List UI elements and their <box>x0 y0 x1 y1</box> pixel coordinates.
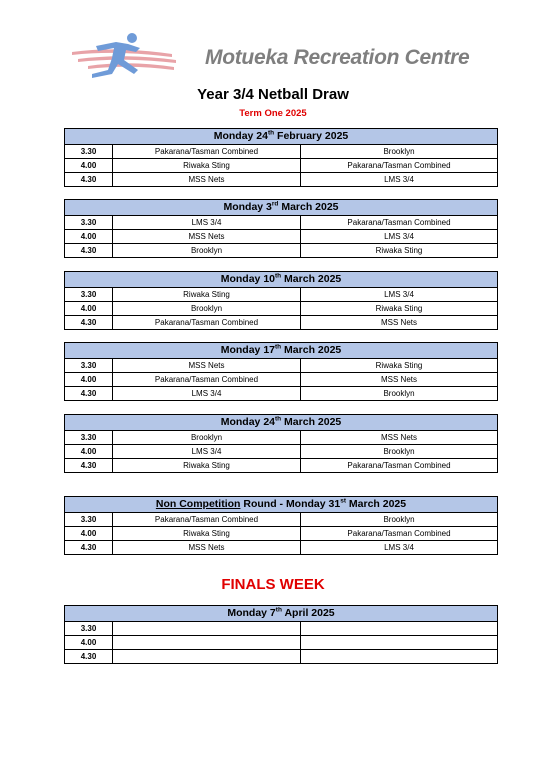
game-row <box>65 513 498 527</box>
game-row <box>65 216 498 230</box>
round-month: February 2025 <box>274 130 349 142</box>
round-day-suffix: th <box>275 343 282 351</box>
home-team: Brooklyn <box>113 244 301 258</box>
game-time: 4.00 <box>65 302 113 316</box>
home-team: Brooklyn <box>113 431 301 445</box>
away-team <box>301 636 498 650</box>
away-team: LMS 3/4 <box>301 541 498 555</box>
game-time: 4.30 <box>65 459 113 473</box>
game-time: 3.30 <box>65 431 113 445</box>
round-month: March 2025 <box>278 201 339 213</box>
round-month: March 2025 <box>281 273 342 285</box>
game-time: 3.30 <box>65 622 113 636</box>
home-team: Pakarana/Tasman Combined <box>113 145 301 159</box>
away-team: Brooklyn <box>301 387 498 401</box>
round-table <box>64 199 498 258</box>
round-table <box>64 271 498 330</box>
away-team: Pakarana/Tasman Combined <box>301 159 498 173</box>
home-team: MSS Nets <box>113 359 301 373</box>
game-row <box>65 459 498 473</box>
round-day-suffix: st <box>340 497 346 505</box>
game-time: 4.30 <box>65 541 113 555</box>
round-header <box>65 200 498 216</box>
term-label: Term One 2025 <box>239 108 307 119</box>
game-time: 4.30 <box>65 316 113 330</box>
home-team <box>113 636 301 650</box>
home-team <box>113 622 301 636</box>
game-time: 3.30 <box>65 216 113 230</box>
home-team: Riwaka Sting <box>113 459 301 473</box>
away-team: LMS 3/4 <box>301 173 498 187</box>
round-month: April 2025 <box>281 607 335 619</box>
game-time: 4.00 <box>65 636 113 650</box>
round-table <box>64 128 498 187</box>
round-header <box>65 415 498 431</box>
finals-table <box>64 605 498 664</box>
game-time: 4.30 <box>65 650 113 664</box>
away-team: Pakarana/Tasman Combined <box>301 216 498 230</box>
game-row <box>65 431 498 445</box>
round-day: Monday 10 <box>220 273 275 285</box>
round-header <box>65 272 498 288</box>
game-time: 4.00 <box>65 230 113 244</box>
game-row <box>65 527 498 541</box>
game-time: 3.30 <box>65 288 113 302</box>
game-row <box>65 636 498 650</box>
game-time: 4.30 <box>65 244 113 258</box>
game-row <box>65 541 498 555</box>
away-team: Riwaka Sting <box>301 302 498 316</box>
away-team <box>301 650 498 664</box>
game-time: 4.00 <box>65 445 113 459</box>
brand-name: Motueka Recreation Centre <box>205 46 470 69</box>
away-team: Brooklyn <box>301 145 498 159</box>
page-title: Year 3/4 Netball Draw <box>197 86 349 103</box>
round-header <box>65 343 498 359</box>
game-row <box>65 622 498 636</box>
away-team: Pakarana/Tasman Combined <box>301 527 498 541</box>
home-team: Riwaka Sting <box>113 527 301 541</box>
game-row <box>65 244 498 258</box>
round-table <box>64 342 498 401</box>
game-time: 4.30 <box>65 387 113 401</box>
round-day-suffix: th <box>275 415 282 423</box>
game-row <box>65 230 498 244</box>
round-month: March 2025 <box>281 416 342 428</box>
away-team: Pakarana/Tasman Combined <box>301 459 498 473</box>
game-row <box>65 359 498 373</box>
game-time: 4.30 <box>65 173 113 187</box>
round-header <box>65 497 498 513</box>
game-time: 4.00 <box>65 527 113 541</box>
home-team <box>113 650 301 664</box>
game-row <box>65 288 498 302</box>
game-time: 3.30 <box>65 513 113 527</box>
away-team: Riwaka Sting <box>301 359 498 373</box>
away-team: MSS Nets <box>301 373 498 387</box>
round-day: Monday 3 <box>223 201 272 213</box>
round-day-suffix: th <box>267 129 275 137</box>
round-month: March 2025 <box>345 498 407 510</box>
round-day: Monday 7 <box>227 607 276 619</box>
away-team: Brooklyn <box>301 445 498 459</box>
round-day: Round - Monday 31 <box>240 498 341 510</box>
game-time: 3.30 <box>65 145 113 159</box>
home-team: LMS 3/4 <box>113 387 301 401</box>
runner-logo-icon <box>68 30 180 82</box>
away-team: MSS Nets <box>301 316 498 330</box>
round-table <box>64 496 498 555</box>
game-row <box>65 145 498 159</box>
away-team: LMS 3/4 <box>301 230 498 244</box>
home-team: Pakarana/Tasman Combined <box>113 316 301 330</box>
home-team: Riwaka Sting <box>113 288 301 302</box>
game-time: 4.00 <box>65 373 113 387</box>
game-row <box>65 159 498 173</box>
home-team: MSS Nets <box>113 230 301 244</box>
game-row <box>65 387 498 401</box>
away-team <box>301 622 498 636</box>
round-table <box>64 414 498 473</box>
round-header <box>65 606 498 622</box>
home-team: Pakarana/Tasman Combined <box>113 513 301 527</box>
round-day: Monday 17 <box>220 344 275 356</box>
round-day-suffix: th <box>275 606 282 614</box>
round-prefix: Non Competition <box>155 498 241 510</box>
home-team: MSS Nets <box>113 541 301 555</box>
round-day: Monday 24 <box>213 130 268 142</box>
round-day-suffix: rd <box>271 200 279 208</box>
home-team: MSS Nets <box>113 173 301 187</box>
finals-heading: FINALS WEEK <box>221 576 325 593</box>
game-row <box>65 650 498 664</box>
away-team: Riwaka Sting <box>301 244 498 258</box>
away-team: MSS Nets <box>301 431 498 445</box>
home-team: Brooklyn <box>113 302 301 316</box>
game-row <box>65 316 498 330</box>
game-row <box>65 173 498 187</box>
game-row <box>65 373 498 387</box>
round-day-suffix: th <box>275 272 282 280</box>
game-row <box>65 302 498 316</box>
round-header <box>65 129 498 145</box>
away-team: Brooklyn <box>301 513 498 527</box>
home-team: LMS 3/4 <box>113 216 301 230</box>
home-team: Pakarana/Tasman Combined <box>113 373 301 387</box>
home-team: Riwaka Sting <box>113 159 301 173</box>
game-row <box>65 445 498 459</box>
round-day: Monday 24 <box>220 416 275 428</box>
home-team: LMS 3/4 <box>113 445 301 459</box>
round-month: March 2025 <box>281 344 342 356</box>
away-team: LMS 3/4 <box>301 288 498 302</box>
game-time: 3.30 <box>65 359 113 373</box>
game-time: 4.00 <box>65 159 113 173</box>
